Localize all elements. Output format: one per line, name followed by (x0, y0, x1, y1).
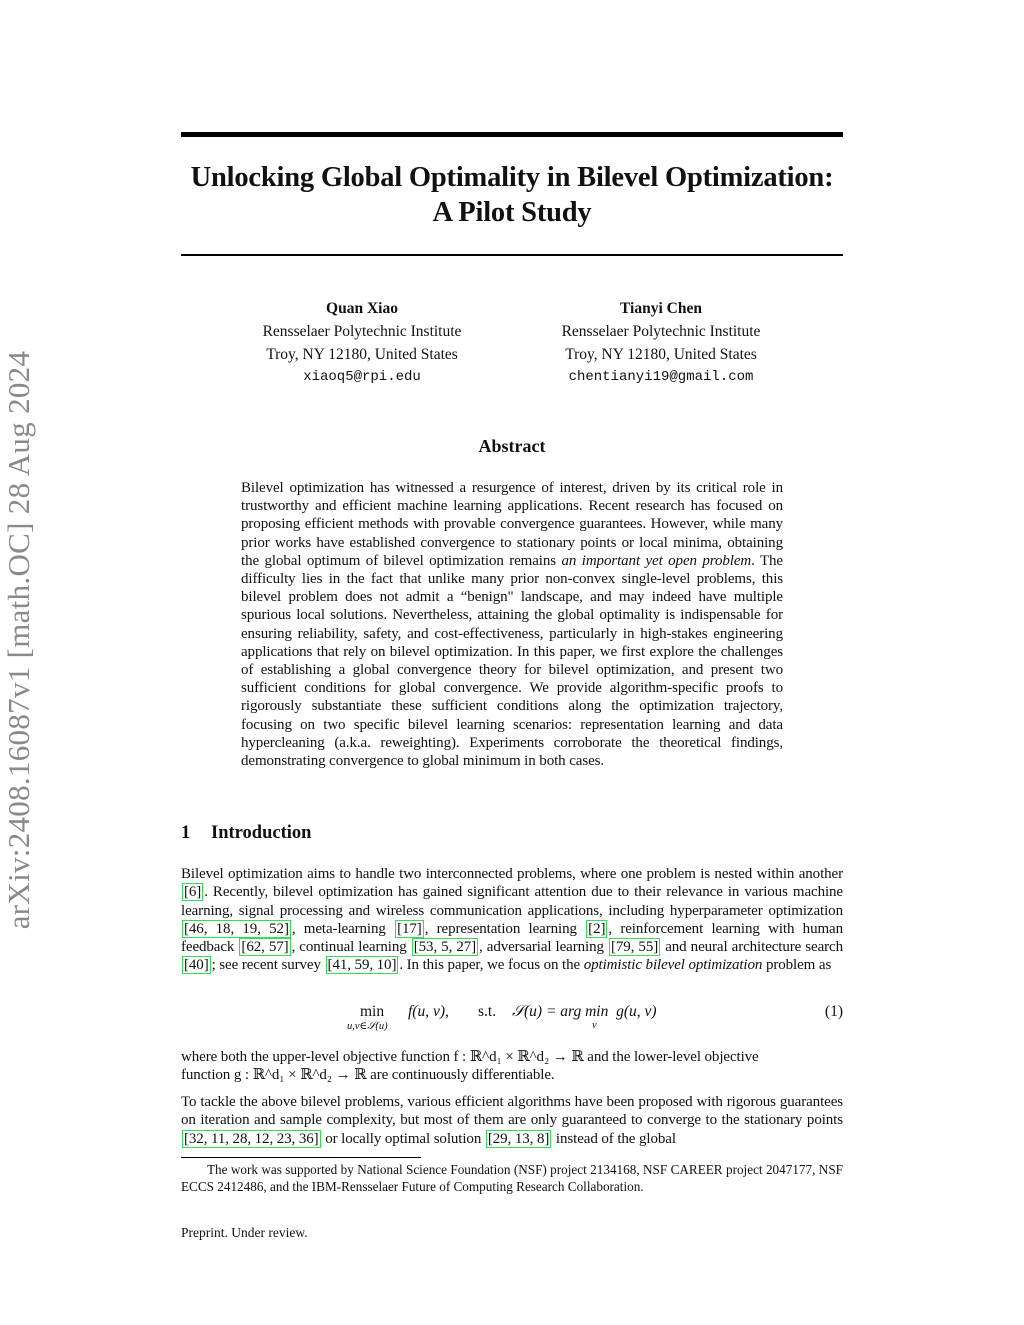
intro-paragraph-2 (181, 1048, 843, 1085)
abstract-part-2: . The difficulty lies in the fact that unlike many prior non-convex single-level problems, this bilevel problem does not admit a “benign" landscape, and may indeed have multiple spurious local solutions. Nevertheless, attaining the global optimality is indispensable for ensuring reliability, safety, and cost-effectiveness, particularly in high-stakes engineering applications that rely on bilevel optimization. In this paper, we first explore the challenges of establishing a global convergence theory for bilevel optimization, and present two sufficient conditions for global convergence. We provide algorithm-specific proofs to rigorously substantiate these sufficient conditions along the optimization trajectory, focusing on two specific bilevel learning scenarios: representation learning and data hypercleaning (a.k.a. reweighting). Experiments corroborate the theoretical findings, demonstrating convergence to global minimum in both cases. (241, 552, 783, 770)
paper-title (150, 160, 874, 230)
objective: f(u, v), (408, 1003, 449, 1020)
section-title: Introduction (211, 823, 312, 843)
emphasis: optimistic bilevel optimization (583, 957, 763, 974)
text-run: instead of the global (552, 1130, 676, 1147)
citation-link[interactable]: [2] (588, 920, 606, 937)
author-email[interactable]: chentianyi19@gmail.com (568, 369, 754, 385)
abstract-part-1: Bilevel optimization has witnessed a resurgence of interest, driven by its critical role in trustworthy and efficient machine learning applications. Recent research has focused on proposing efficient methods with provable convergence guarantees. However, while many prior works have established convergence to stationary points or local minima, obtaining the global optimum of bilevel optimization remains (241, 480, 783, 569)
min-subscript: u,v∈𝒮(u) (347, 1021, 388, 1032)
author-name: Quan Xiao (326, 300, 398, 317)
arxiv-id: arXiv:2408.16087v1 [math.OC] 28 Aug 2024 (1, 350, 36, 930)
title-top-rule (181, 132, 843, 137)
author-block-2 (491, 297, 831, 389)
section-heading (181, 823, 311, 844)
such-that: s.t. (478, 1003, 497, 1020)
text-run: , representation learning (424, 920, 586, 937)
equation-1 (181, 1000, 843, 1040)
text-run: , continual learning (291, 939, 411, 956)
text-run: To tackle the above bilevel problems, various efficient algorithms have been proposed with rigorous guarantees on iteration and sample complexity, but most of them are only guaranteed to converge to the stationary points (181, 1094, 843, 1129)
citation-link[interactable]: [46, 18, 19, 52] (184, 920, 289, 937)
citation-link[interactable]: [29, 13, 8] (487, 1130, 550, 1147)
citation-link[interactable]: [40] (184, 957, 209, 974)
footnote: The work was supported by National Science Foundation (NSF) project 2134168, NSF CAREER project 2047177, NSF ECCS 2412486, and the IBM-Rensselaer Future of Computing Research Collaboration. (181, 1162, 843, 1194)
preprint-note: Preprint. Under review. (181, 1225, 308, 1240)
citation-link[interactable]: [62, 57] (241, 939, 289, 956)
author-address: Troy, NY 12180, United States (266, 346, 458, 363)
citation-link[interactable]: [79, 55] (611, 939, 659, 956)
author-address: Troy, NY 12180, United States (565, 346, 757, 363)
citation-link[interactable]: [53, 5, 27] (413, 939, 477, 956)
text-run: or locally optimal solution (321, 1130, 485, 1147)
equation-number: (1) (824, 1003, 843, 1020)
intro-paragraph-1 (181, 865, 843, 975)
author-affiliation: Rensselaer Polytechnic Institute (561, 323, 761, 340)
section-number: 1 (181, 823, 191, 843)
abstract-heading: Abstract (478, 436, 546, 456)
citation-link[interactable]: [17] (397, 920, 422, 937)
min-operator: min (360, 1003, 385, 1020)
argmin-subscript: v (592, 1020, 597, 1031)
citation-link[interactable]: [41, 59, 10] (327, 957, 397, 974)
text-run: and neural architecture search (661, 939, 844, 956)
title-line-1: Unlocking Global Optimality in Bilevel Optimization: (190, 162, 834, 193)
intro-paragraph-3 (181, 1093, 843, 1148)
title-bottom-rule (181, 254, 843, 256)
text-run: . Recently, bilevel optimization has gained significant attention due to their relevance in various machine learning, signal processing and wireless communication applications, including hyperparameter optimization (181, 884, 843, 919)
abstract-text (241, 479, 783, 770)
citation-link[interactable]: [32, 11, 28, 12, 23, 36] (184, 1130, 319, 1147)
text-run: ; see recent survey (211, 957, 325, 974)
text-run: Bilevel optimization aims to handle two interconnected problems, where one problem is nested within another (181, 866, 843, 882)
constraint: 𝒮(u) = arg min g(u, v) (512, 1003, 657, 1020)
footnote-rule (181, 1157, 421, 1158)
author-email[interactable]: xiaoq5@rpi.edu (303, 369, 421, 385)
text-run: problem as (762, 957, 832, 974)
text-run: , reinforcement learning with human feedback (181, 920, 843, 956)
abstract-emphasis: an important yet open problem (561, 552, 752, 569)
text-line: function g : ℝ^d₁ × ℝ^d₂ → ℝ are continuously differentiable. (181, 1067, 555, 1084)
citation-link[interactable]: [6] (184, 884, 202, 901)
text-run: , adversarial learning (479, 939, 608, 956)
text-run: , meta-learning (291, 920, 395, 937)
author-affiliation: Rensselaer Polytechnic Institute (262, 323, 462, 340)
text-run: . In this paper, we focus on the (399, 957, 584, 974)
author-name: Tianyi Chen (620, 300, 702, 317)
title-line-2: A Pilot Study (432, 197, 592, 228)
text-line: where both the upper-level objective function f : ℝ^d₁ × ℝ^d₂ → ℝ and the lower-level objective (181, 1049, 759, 1065)
author-block-1 (192, 297, 532, 389)
